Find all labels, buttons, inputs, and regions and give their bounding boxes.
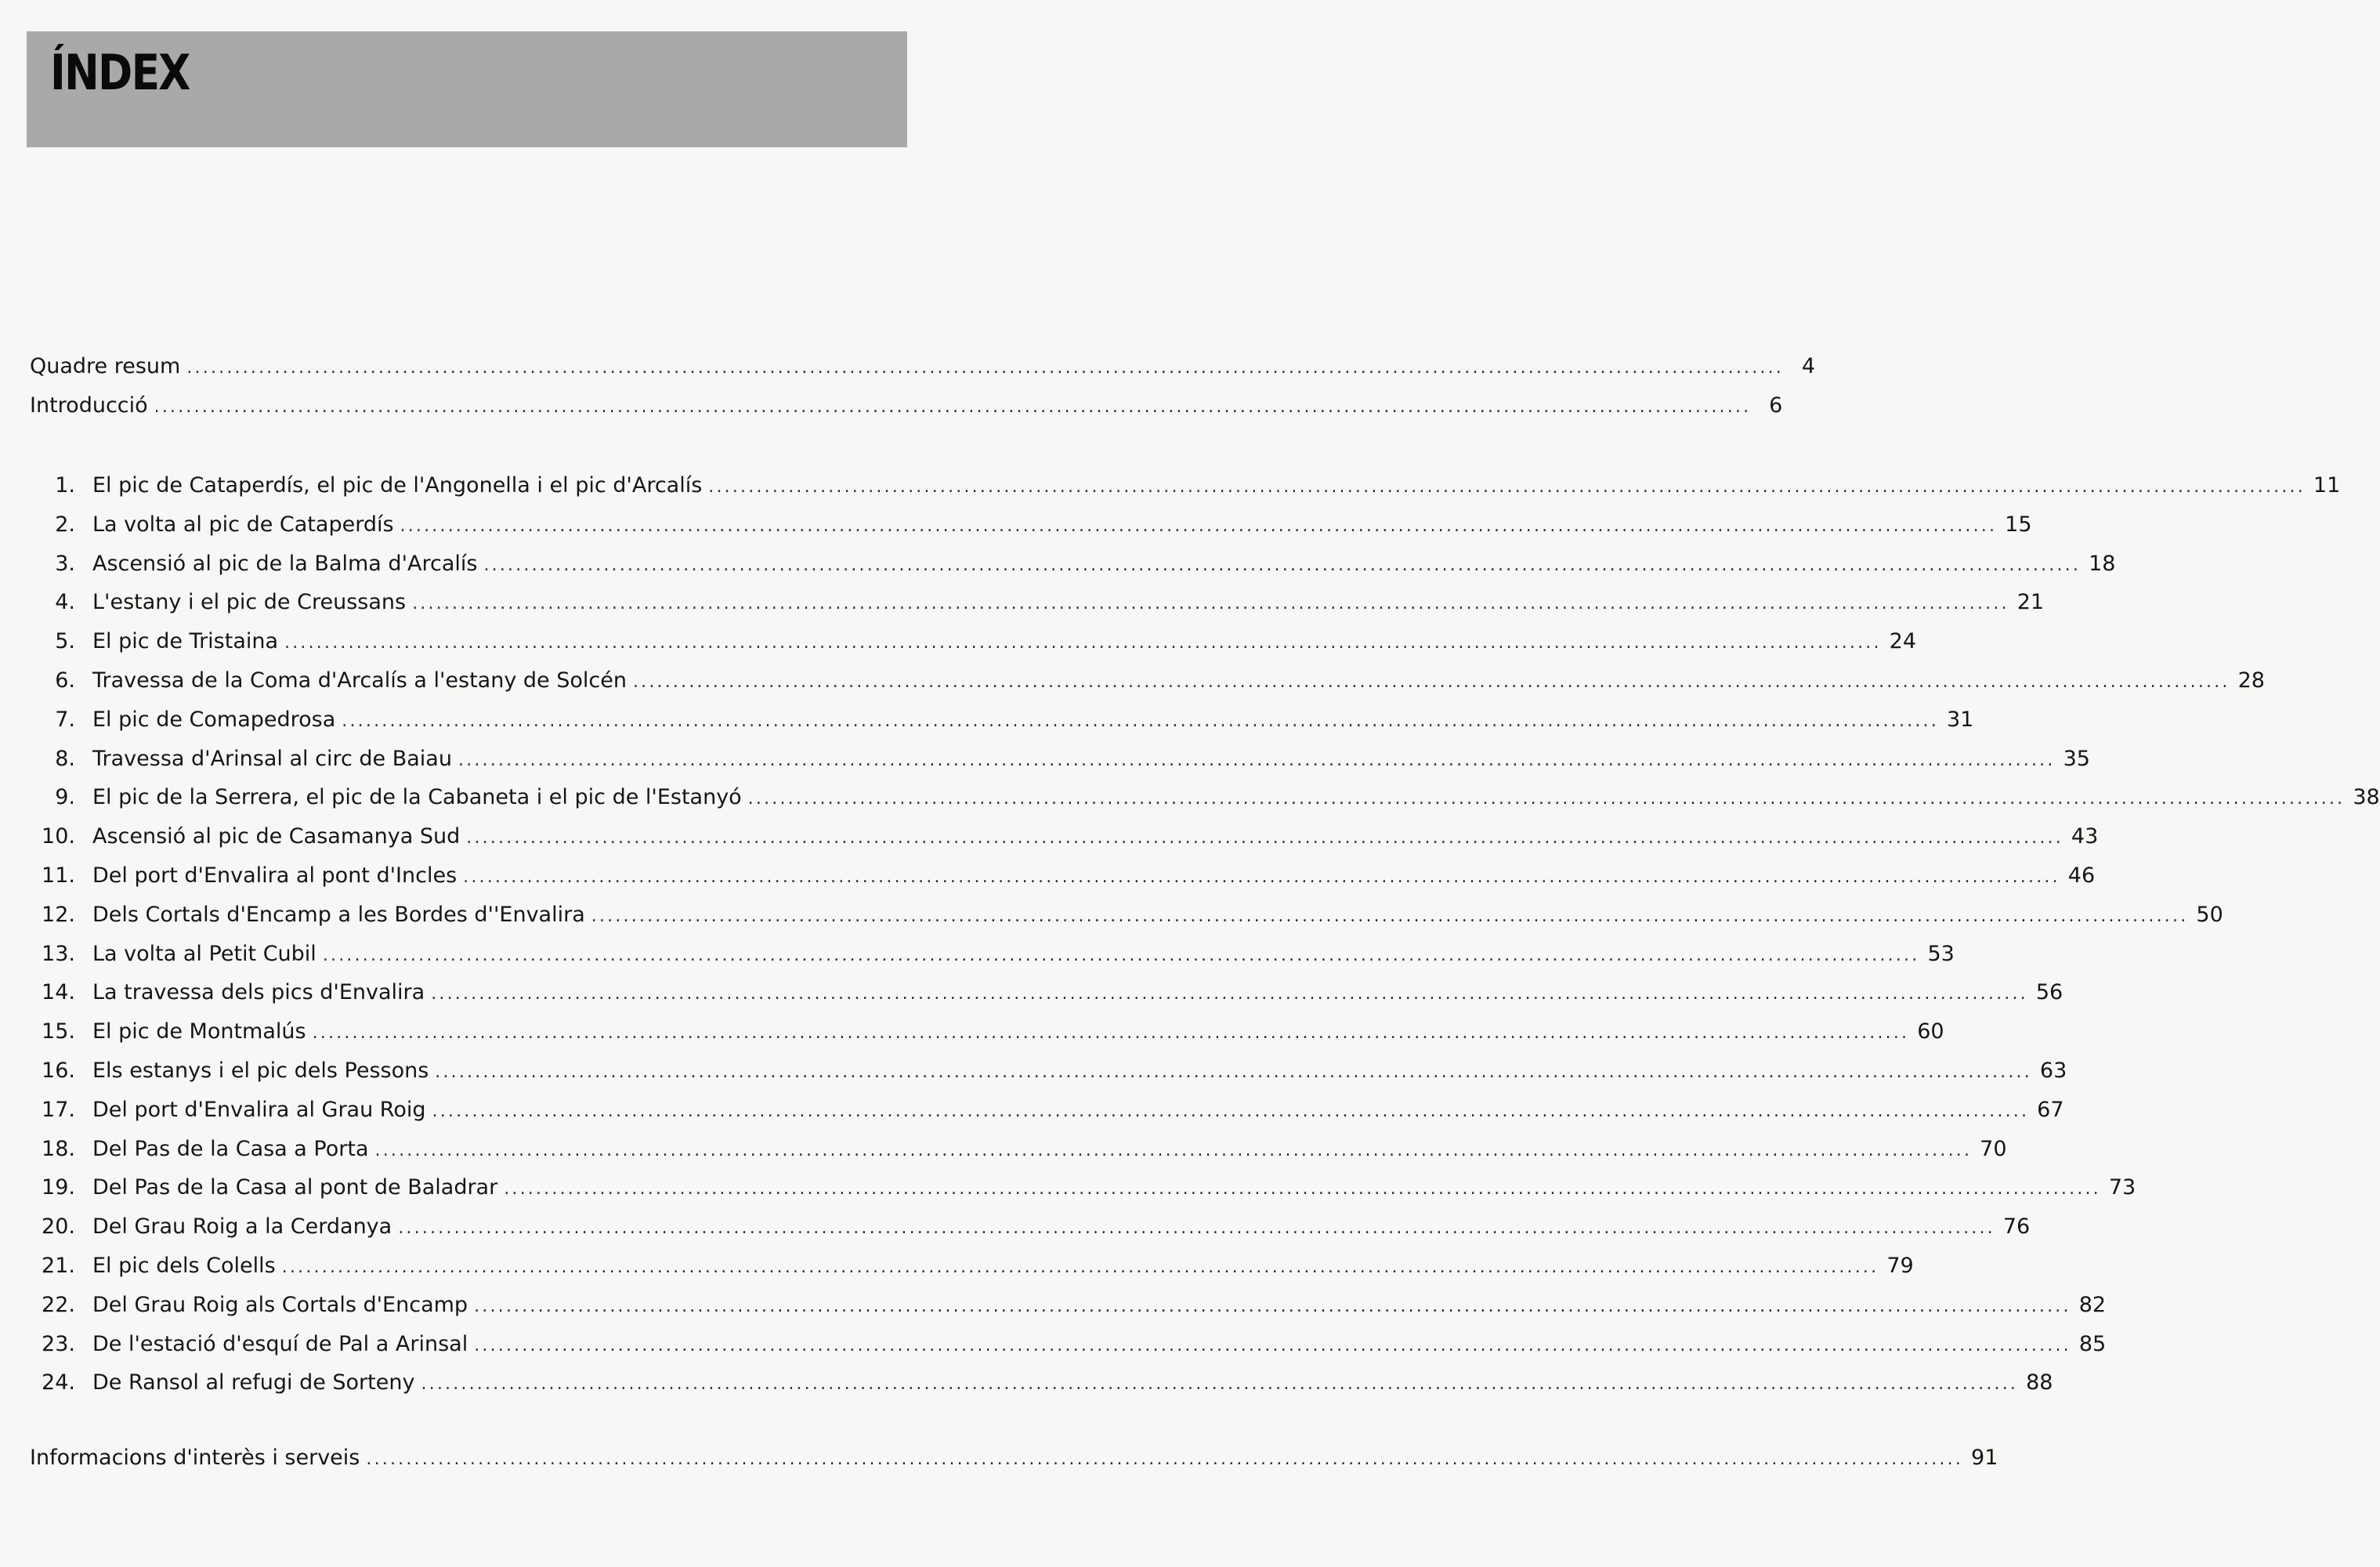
toc-entry-title: El pic de Cataperdís, el pic de l'Angonella i el pic d'Arcalís	[92, 473, 703, 498]
toc-entry	[30, 973, 2064, 1012]
toc-entry-title: Travessa d'Arinsal al circ de Baiau	[92, 746, 452, 771]
toc-dot-leader: ........................................................................................................................................................................................................	[412, 594, 2009, 614]
toc-back-matter	[30, 1439, 1998, 1478]
toc-entry-number: 15.	[42, 1019, 75, 1044]
toc-entry	[30, 661, 2265, 700]
toc-dot-leader: ........................................................................................................................................................................................................	[458, 750, 2056, 770]
toc-dot-leader: ........................................................................................................................................................................................................	[463, 867, 2060, 887]
toc-entry-title: Del Pas de la Casa a Porta	[92, 1136, 369, 1161]
toc-entry-title: Del Pas de la Casa al pont de Baladrar	[92, 1175, 498, 1200]
toc-dot-leader: ........................................................................................................................................................................................................	[400, 516, 1998, 536]
toc-entry-page-number: 38	[2353, 785, 2380, 810]
toc-dot-leader: ........................................................................................................................................................................................................	[398, 1218, 1995, 1239]
toc-entry-page-number: 6	[1769, 393, 1783, 418]
toc-entry	[30, 1325, 2107, 1364]
toc-entry-title: Del Grau Roig als Cortals d'Encamp	[92, 1292, 468, 1317]
toc-entry-title: Del port d'Envalira al pont d'Incles	[92, 863, 458, 888]
toc-dot-leader: ........................................................................................................................................................................................................	[281, 1257, 1879, 1277]
toc-entry-title: El pic dels Colells	[92, 1253, 276, 1278]
toc-entry-number: 4.	[55, 590, 75, 615]
toc-entry-number: 10.	[42, 824, 75, 849]
toc-entry-page-number: 15	[2005, 512, 2032, 537]
toc-entry-page-number: 76	[2002, 1214, 2031, 1239]
toc-entry-page-number: 53	[1927, 941, 1955, 966]
toc-entry-page-number: 73	[2108, 1175, 2136, 1200]
toc-entry	[30, 856, 2096, 896]
toc-entry	[30, 622, 1917, 661]
toc-entry	[30, 740, 2090, 779]
toc-entry-title: El pic de Montmalús	[92, 1019, 306, 1044]
toc-entry-title: El pic de la Serrera, el pic de la Cabaneta i el pic de l'Estanyó	[92, 785, 742, 810]
toc-entry-title: El pic de Comapedrosa	[92, 707, 336, 732]
toc-entry	[30, 1012, 1944, 1051]
header-band	[27, 31, 907, 147]
toc-entry-page-number: 31	[1946, 707, 1974, 732]
toc-entry-title: Introducció	[30, 393, 148, 418]
toc-entry	[30, 386, 1783, 425]
toc-dot-leader: ........................................................................................................................................................................................................	[342, 711, 1939, 731]
toc-entry-page-number: 85	[2078, 1331, 2107, 1356]
toc-entry-title: Ascensió al pic de Casamanya Sud	[92, 824, 461, 849]
toc-entry-number: 23.	[42, 1331, 75, 1356]
toc-entry	[30, 1439, 1998, 1478]
toc-entry-title: De l'estació d'esquí de Pal a Arinsal	[92, 1331, 468, 1356]
toc-dot-leader: ........................................................................................................................................................................................................	[366, 1449, 1964, 1469]
toc-dot-leader: ........................................................................................................................................................................................................	[591, 906, 2189, 926]
toc-entry-page-number: 24	[1889, 629, 1917, 654]
toc-dot-leader: ........................................................................................................................................................................................................	[632, 671, 2230, 692]
toc-entry-page-number: 46	[2067, 863, 2096, 888]
toc-entry	[30, 1091, 2064, 1130]
toc-entry-page-number: 56	[2035, 980, 2064, 1005]
toc-entry-number: 8.	[55, 746, 75, 771]
toc-dot-leader: ........................................................................................................................................................................................................	[747, 789, 2346, 809]
toc-entry-page-number: 50	[2196, 902, 2223, 927]
toc-entry-number: 20.	[42, 1214, 75, 1239]
toc-entry-title: Informacions d'interès i serveis	[30, 1446, 360, 1470]
toc-dot-leader: ........................................................................................................................................................................................................	[466, 828, 2064, 849]
page-title: ÍNDEX	[50, 44, 190, 101]
toc-entry-page-number: 67	[2037, 1097, 2064, 1122]
toc-entry-title: Del port d'Envalira al Grau Roig	[92, 1097, 426, 1122]
toc-entry-title: Del Grau Roig a la Cerdanya	[92, 1214, 392, 1239]
toc-dot-leader: ........................................................................................................................................................................................................	[504, 1179, 2101, 1200]
toc-entry	[30, 1130, 2007, 1169]
toc-entry-number: 9.	[55, 785, 75, 810]
toc-dot-leader: ........................................................................................................................................................................................................	[374, 1140, 1973, 1160]
toc-entry-page-number: 70	[1980, 1136, 2007, 1161]
toc-entry-page-number: 63	[2039, 1058, 2067, 1083]
toc-entry	[30, 700, 1974, 740]
toc-entry-number: 13.	[42, 941, 75, 966]
toc-entry-number: 18.	[42, 1136, 75, 1161]
toc-entry-page-number: 11	[2313, 473, 2341, 498]
toc-dot-leader: ........................................................................................................................................................................................................	[284, 633, 1882, 653]
toc-entry-title: Dels Cortals d'Encamp a les Bordes d''Envalira	[92, 902, 585, 927]
toc-entry-title: Ascensió al pic de la Balma d'Arcalís	[92, 551, 478, 576]
toc-dot-leader: ........................................................................................................................................................................................................	[474, 1296, 2071, 1316]
toc-dot-leader: ........................................................................................................................................................................................................	[474, 1335, 2071, 1355]
toc-entry	[30, 466, 2341, 505]
toc-entry-number: 19.	[42, 1175, 75, 1200]
toc-front-matter	[30, 347, 1815, 425]
toc-dot-leader: ........................................................................................................................................................................................................	[708, 477, 2306, 497]
toc-entry-page-number: 60	[1917, 1019, 1944, 1044]
toc-entry	[30, 1051, 2067, 1091]
toc-entry	[30, 1363, 2053, 1402]
toc-entry	[30, 545, 2116, 584]
toc-entry-title: La volta al Petit Cubil	[92, 941, 316, 966]
toc-entry-title: La volta al pic de Cataperdís	[92, 512, 394, 537]
toc-dot-leader: ........................................................................................................................................................................................................	[186, 358, 1784, 378]
toc-entry-page-number: 35	[2063, 746, 2090, 771]
toc-entry	[30, 817, 2099, 856]
toc-entry-number: 7.	[55, 707, 75, 732]
toc-entry-page-number: 91	[1971, 1446, 1998, 1470]
toc-entry-number: 14.	[42, 980, 75, 1005]
toc-chapters	[30, 466, 2380, 1402]
toc-entry-number: 11.	[42, 863, 75, 888]
toc-entry-page-number: 28	[2237, 668, 2265, 693]
toc-entry-number: 1.	[55, 473, 75, 498]
toc-entry	[30, 896, 2223, 935]
toc-entry-title: L'estany i el pic de Creussans	[92, 590, 407, 615]
toc-entry-page-number: 79	[1886, 1253, 1914, 1278]
toc-dot-leader: ........................................................................................................................................................................................................	[432, 1101, 2030, 1121]
toc-entry-number: 6.	[55, 668, 75, 693]
toc-dot-leader: ........................................................................................................................................................................................................	[322, 945, 1920, 965]
toc-entry-title: Quadre resum	[30, 354, 181, 378]
toc-dot-leader: ........................................................................................................................................................................................................	[435, 1062, 2032, 1082]
toc-entry-page-number: 18	[2089, 551, 2116, 576]
toc-entry	[30, 778, 2380, 817]
toc-entry-number: 21.	[42, 1253, 75, 1278]
toc-entry-title: Els estanys i el pic dels Pessons	[92, 1058, 429, 1083]
toc-entry-number: 16.	[42, 1058, 75, 1083]
toc-entry-page-number: 82	[2078, 1292, 2107, 1317]
toc-entry	[30, 347, 1815, 386]
toc-entry	[30, 1247, 1914, 1286]
toc-entry-number: 3.	[55, 551, 75, 576]
toc-entry-number: 24.	[42, 1370, 75, 1395]
toc-entry	[30, 583, 2045, 622]
toc-entry-page-number: 4	[1801, 354, 1815, 378]
toc-entry-number: 17.	[42, 1097, 75, 1122]
toc-entry	[30, 1286, 2107, 1325]
toc-entry-page-number: 21	[2016, 590, 2045, 615]
toc-entry-number: 5.	[55, 629, 75, 654]
toc-entry-title: Travessa de la Coma d'Arcalís a l'estany de Solcén	[92, 668, 627, 693]
toc-dot-leader: ........................................................................................................................................................................................................	[431, 984, 2028, 1004]
toc-entry	[30, 1207, 2031, 1247]
toc-dot-leader: ........................................................................................................................................................................................................	[312, 1023, 1910, 1044]
toc-entry-number: 2.	[55, 512, 75, 537]
toc-entry	[30, 935, 1955, 974]
toc-entry-number: 22.	[42, 1292, 75, 1317]
toc-entry-page-number: 43	[2071, 824, 2099, 849]
toc-dot-leader: ........................................................................................................................................................................................................	[154, 396, 1752, 417]
toc-entry-title: El pic de Tristaina	[92, 629, 279, 654]
toc-entry	[30, 505, 2032, 545]
toc-entry-title: De Ransol al refugi de Sorteny	[92, 1370, 415, 1395]
toc-entry-number: 12.	[42, 902, 75, 927]
toc-entry-page-number: 88	[2026, 1370, 2053, 1395]
toc-entry-title: La travessa dels pics d'Envalira	[92, 980, 425, 1005]
toc-entry	[30, 1168, 2136, 1207]
toc-dot-leader: ........................................................................................................................................................................................................	[421, 1374, 2019, 1395]
toc-dot-leader: ........................................................................................................................................................................................................	[483, 555, 2082, 575]
